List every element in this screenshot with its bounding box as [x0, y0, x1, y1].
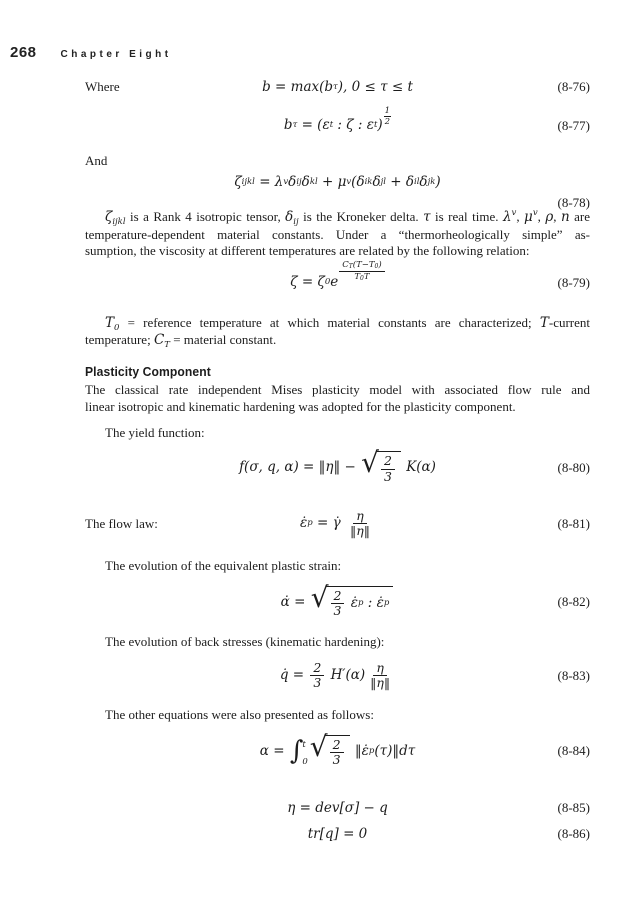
paragraph-plasticity-line1: The classical rate independent Mises plasticity model with associated flow rule and [85, 382, 590, 397]
equation-number-8-86: (8-86) [557, 825, 590, 841]
equation-number-8-78: (8-78) [557, 194, 590, 210]
equation-row-8-77 [85, 105, 590, 142]
paragraph-plasticity-intro [85, 382, 590, 415]
flow-law-label: The flow law: [85, 515, 158, 531]
equation-number-8-85: (8-85) [557, 799, 590, 815]
lead-evolution-back-stresses: The evolution of back stresses (kinematic hardening): [105, 634, 385, 649]
page-content [85, 79, 590, 845]
equation-8-78: ζ ijkl = λ v δ ij δ kl + μ v (δ ik δ jl + δ il δ jk ) [234, 173, 441, 190]
eta-norm-fraction: $\frac{\eta}{‖\eta‖}$ [349, 507, 370, 538]
equation-8-86: tr[q] = 0 [307, 825, 368, 842]
equation-number-8-81: (8-81) [557, 515, 590, 531]
equation-row-8-80 [85, 448, 590, 488]
radical-sign: √ [310, 580, 329, 614]
equation-row-8-86 [85, 823, 590, 845]
equation-number-8-79: (8-79) [557, 274, 590, 290]
paragraph-tensor-line1: $\zeta_{ijkl}$ is a Rank 4 isotropic tensor, $\delta_{ij}$ is the Kroneker delta. τ is real time. $\lambda^v$, $\mu^v$, ρ, n are [105, 208, 591, 227]
and-label: And [85, 152, 108, 168]
equation-number-8-77: (8-77) [557, 117, 590, 133]
paragraph-reference-temp-line1: $T_0$ = reference temperature at which material constants are characterized; T-current [105, 314, 590, 333]
equation-row-8-84 [85, 725, 590, 777]
paragraph-tensor-line3: sumption, the viscosity at different temperatures are related by the following relation: [85, 243, 530, 258]
integral: ∫ t 0 [289, 736, 308, 767]
paragraph-tensor-line2: temperature-dependent material constants. Under a “thermorheologically simple” as- [85, 226, 590, 242]
equation-8-80: f(σ, q, α) = ‖η‖ − √ $\frac{2}{3}$ K(α) [239, 446, 436, 484]
radical-sign: √ [309, 729, 328, 763]
section-heading-plasticity-component: Plasticity Component [85, 364, 211, 379]
equation-8-82: α̇ = √ $\frac{2}{3}$ ε̇ p : ε̇ p [281, 586, 395, 619]
equation-row-8-76 [85, 79, 590, 96]
where-label: Where [85, 79, 120, 94]
paragraph-reference-temp [85, 315, 590, 350]
chapter-title: Chapter Eight [60, 49, 172, 60]
equation-number-8-76: (8-76) [557, 79, 590, 94]
lead-yield-function: The yield function: [105, 425, 205, 440]
lead-other-equations: The other equations were also presented as follows: [105, 706, 374, 722]
equation-number-8-83: (8-83) [557, 667, 590, 683]
equation-row-8-83 [85, 653, 590, 699]
exponent-arrhenius: $\frac{C_T(T-T_0)}{T_0T}$ [339, 260, 384, 282]
equation-8-76: b = max(b τ ), 0 ≤ τ ≤ t [262, 79, 413, 95]
radical: √ $\frac{2}{3}$ [310, 735, 350, 768]
equation-8-79: ζ = ζ 0 e $\frac{C_T(T-T_0)}{T_0T}$ [290, 271, 384, 293]
exponent-one-half: 1 2 [384, 105, 391, 127]
paragraph-reference-temp-line2: temperature; $C_T$ = material constant. [85, 332, 277, 350]
equation-number-8-84: (8-84) [557, 742, 590, 758]
equation-row-8-85 [85, 797, 590, 819]
equation-8-81: ε̇ p = γ̇ $\frac{\eta}{‖\eta‖}$ [300, 509, 375, 539]
equation-number-8-82: (8-82) [557, 593, 590, 609]
equation-row-8-82 [85, 578, 590, 626]
eta-norm-fraction: $\frac{\eta}{‖\eta‖}$ [370, 659, 391, 690]
integral-sign: ∫ [289, 736, 304, 766]
equation-8-83: q̇ = $\frac{2}{3}$ H′(α) $\frac{\eta}{‖\eta‖}$ [280, 661, 395, 691]
radical: √ $\frac{2}{3}$ [361, 451, 401, 484]
equation-8-77: b τ = (ε t : ζ : ε t ) 1 2 [283, 105, 391, 134]
lead-evolution-strain: The evolution of the equivalent plastic strain: [105, 557, 342, 573]
equation-8-85: η = dev[σ] − q [287, 799, 388, 816]
equation-number-8-80: (8-80) [557, 459, 590, 475]
radical: √ $\frac{2}{3}$ ε̇ p : ε̇ p [311, 586, 394, 619]
equation-row-8-81 [85, 502, 590, 546]
equation-row-8-78 [85, 169, 590, 210]
page-number: 268 [10, 44, 37, 61]
paragraph-tensor [85, 209, 590, 260]
equation-row-8-79 [85, 260, 590, 302]
two-thirds-fraction: $\frac{2}{3}$ [310, 661, 324, 691]
paragraph-plasticity-line2: linear isotropic and kinematic hardening was adopted for the plasticity component. [85, 398, 516, 414]
equation-8-84: α = ∫ t 0 √ $\frac{2}{3}$ ‖ε̇ p (τ)‖dτ [259, 729, 416, 767]
running-head [10, 44, 172, 61]
radical-sign: √ [361, 446, 379, 480]
